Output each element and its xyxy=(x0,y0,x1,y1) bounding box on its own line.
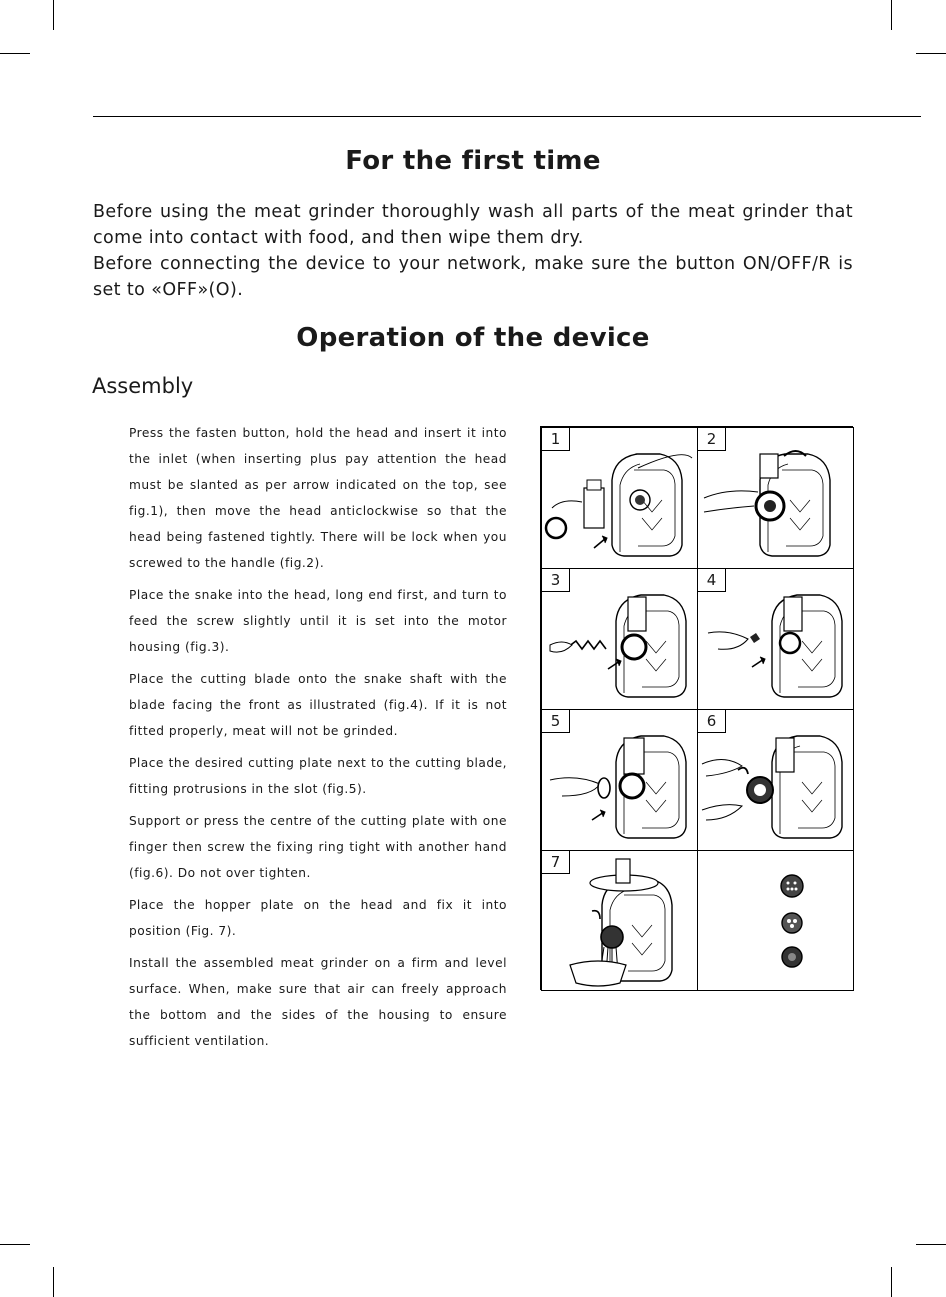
crop-mark xyxy=(916,53,946,54)
header-rule xyxy=(93,116,921,117)
figure-number: 1 xyxy=(542,428,570,451)
heading-operation: Operation of the device xyxy=(296,323,650,353)
cutting-plates-icon xyxy=(698,851,855,992)
fig1-head-insert-icon xyxy=(542,428,699,570)
crop-mark xyxy=(0,53,30,54)
fig3-snake-insert-icon xyxy=(542,569,699,711)
figure-number: 5 xyxy=(542,710,570,733)
figure-cell-plates xyxy=(697,850,854,991)
figure-number: 2 xyxy=(698,428,726,451)
fig4-blade-place-icon xyxy=(698,569,855,711)
figure-cell-3 xyxy=(541,568,698,710)
intro-paragraph-wash: Before using the meat grinder thoroughly wash all parts of the meat grinder that come into contact with food, and then wipe them dry. xyxy=(93,202,853,248)
figure-cell-6 xyxy=(697,709,854,851)
fig5-plate-place-icon xyxy=(542,710,699,852)
step-text: Place the cutting blade onto the snake shaft with the blade facing the front as illustrated (fig.4). If it is not fitted properly, meat will not be grinded. xyxy=(129,672,507,738)
figure-cell-5 xyxy=(541,709,698,851)
step-text: Support or press the centre of the cutting plate with one finger then screw the fixing ring tight with another hand (fig.6). Do not over tighten. xyxy=(129,814,507,880)
figure-number: 6 xyxy=(698,710,726,733)
crop-mark xyxy=(53,0,54,30)
intro-paragraph-off: Before connecting the device to your network, make sure the button ON/OFF/R is set to «OFF»(O). xyxy=(93,254,853,300)
step-text: Press the fasten button, hold the head and insert it into the inlet (when inserting plus pay attention the head must be slanted as per arrow indicated on the top, see fig.1), then move the head anticlockwise so that the head being fastened tightly. There will be lock when you screwed to the handle (fig.2). xyxy=(129,426,507,570)
figure-number: 3 xyxy=(542,569,570,592)
heading-first-time: For the first time xyxy=(345,146,601,176)
fig7-hopper-fix-icon xyxy=(542,851,699,992)
figure-cell-4 xyxy=(697,568,854,710)
fig2-head-turn-icon xyxy=(698,428,855,570)
figure-cell-2 xyxy=(697,427,854,569)
figure-number: 7 xyxy=(542,851,570,874)
crop-mark xyxy=(916,1244,946,1245)
figure-number: 4 xyxy=(698,569,726,592)
step-text: Place the snake into the head, long end first, and turn to feed the screw slightly until it is set into the motor housing (fig.3). xyxy=(129,588,507,654)
fig6-ring-screw-icon xyxy=(698,710,855,852)
crop-mark xyxy=(0,1244,30,1245)
step-text: Install the assembled meat grinder on a firm and level surface. When, make sure that air can freely approach the bottom and the sides of the housing to ensure sufficient ventilation. xyxy=(129,956,507,1048)
assembly-figures xyxy=(540,426,853,990)
heading-assembly: Assembly xyxy=(92,374,194,398)
assembly-steps xyxy=(129,420,507,1060)
figure-cell-1 xyxy=(541,427,698,569)
crop-mark xyxy=(891,0,892,30)
step-text: Place the hopper plate on the head and fix it into position (Fig. 7). xyxy=(129,898,507,938)
crop-mark xyxy=(53,1267,54,1297)
figure-cell-7 xyxy=(541,850,698,991)
crop-mark xyxy=(891,1267,892,1297)
step-text: Place the desired cutting plate next to the cutting blade, fitting protrusions in the slot (fig.5). xyxy=(129,756,507,796)
